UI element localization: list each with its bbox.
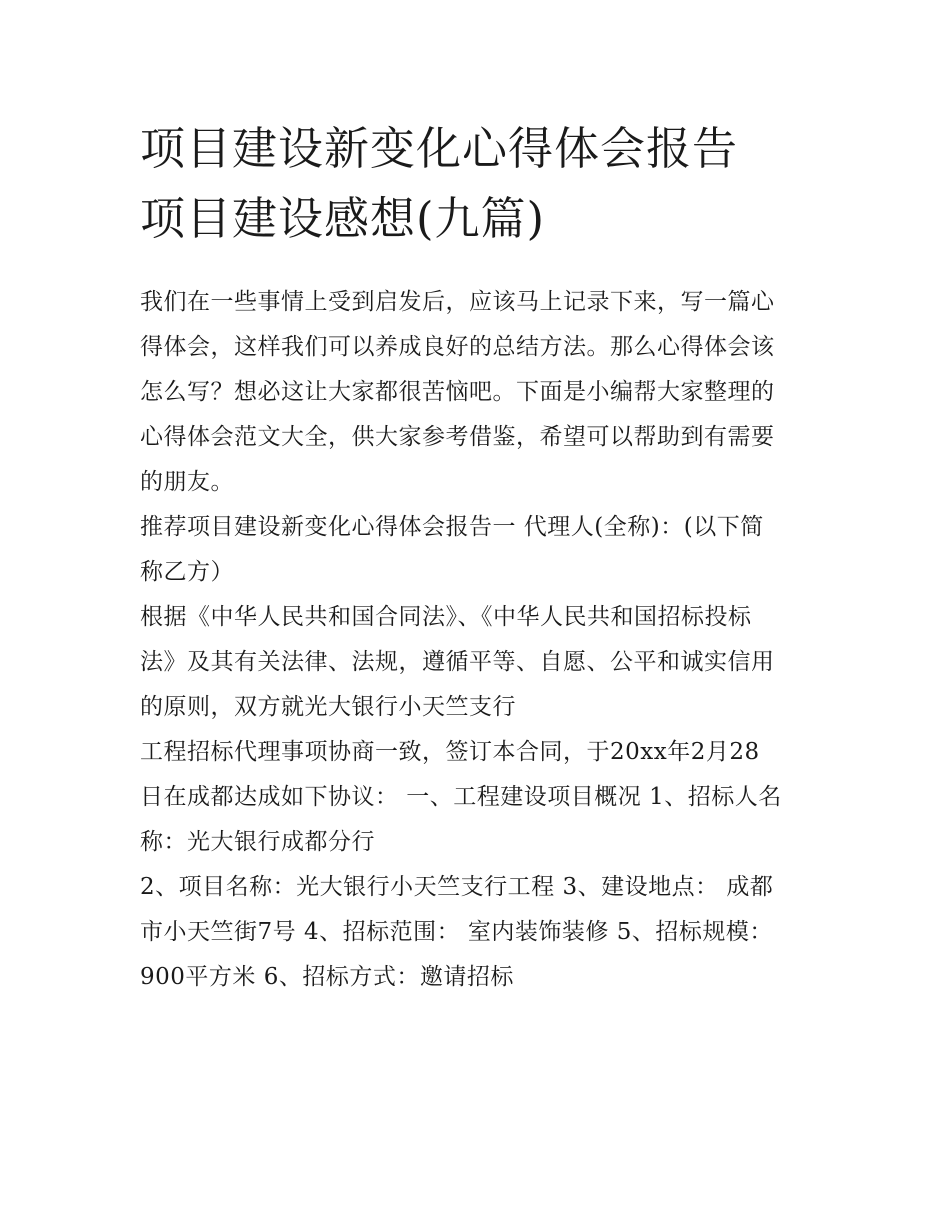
- project-details-paragraph: [140, 865, 820, 1000]
- text-line: 2、项目名称：光大银行小天竺支行工程 3、建设地点： 成都: [140, 874, 774, 900]
- text-line: 的朋友。: [140, 469, 234, 495]
- text-line: 怎么写？想必这让大家都很苦恼吧。下面是小编帮大家整理的: [140, 379, 775, 405]
- text-line: 的原则，双方就光大银行小天竺支行: [140, 694, 516, 720]
- text-line: 称：光大银行成都分行: [140, 829, 375, 855]
- text-line: 日在成都达成如下协议： 一、工程建设项目概况 1、招标人名: [140, 784, 782, 810]
- agreement-paragraph: [140, 730, 820, 865]
- text-line: 我们在一些事情上受到启发后，应该马上记录下来，写一篇心: [140, 289, 775, 315]
- text-line: 得体会，这样我们可以养成良好的总结方法。那么心得体会该: [140, 334, 775, 360]
- text-line: 心得体会范文大全，供大家参考借鉴，希望可以帮助到有需要: [140, 424, 775, 450]
- text-line: 市小天竺街7号 4、招标范围： 室内装饰装修 5、招标规模：: [140, 919, 773, 945]
- legal-basis-paragraph: [140, 595, 820, 730]
- title-line: 项目建设感想(九篇): [140, 192, 546, 245]
- text-line: 根据《中华人民共和国合同法》、《中华人民共和国招标投标: [140, 604, 752, 630]
- document-body: [140, 280, 820, 1000]
- text-line: 法》及其有关法律、法规，遵循平等、自愿、公平和诚实信用: [140, 649, 775, 675]
- text-line: 推荐项目建设新变化心得体会报告一 代理人(全称)：(以下简: [140, 514, 764, 540]
- text-line: 工程招标代理事项协商一致，签订本合同，于20xx年2月28: [140, 739, 760, 765]
- document-title: [140, 114, 830, 254]
- intro-paragraph: [140, 280, 820, 505]
- text-line: 称乙方）: [140, 559, 234, 585]
- recommendation-paragraph: [140, 505, 820, 595]
- text-line: 900平方米 6、招标方式：邀请招标: [140, 964, 514, 990]
- title-line: 项目建设新变化心得体会报告: [140, 122, 739, 175]
